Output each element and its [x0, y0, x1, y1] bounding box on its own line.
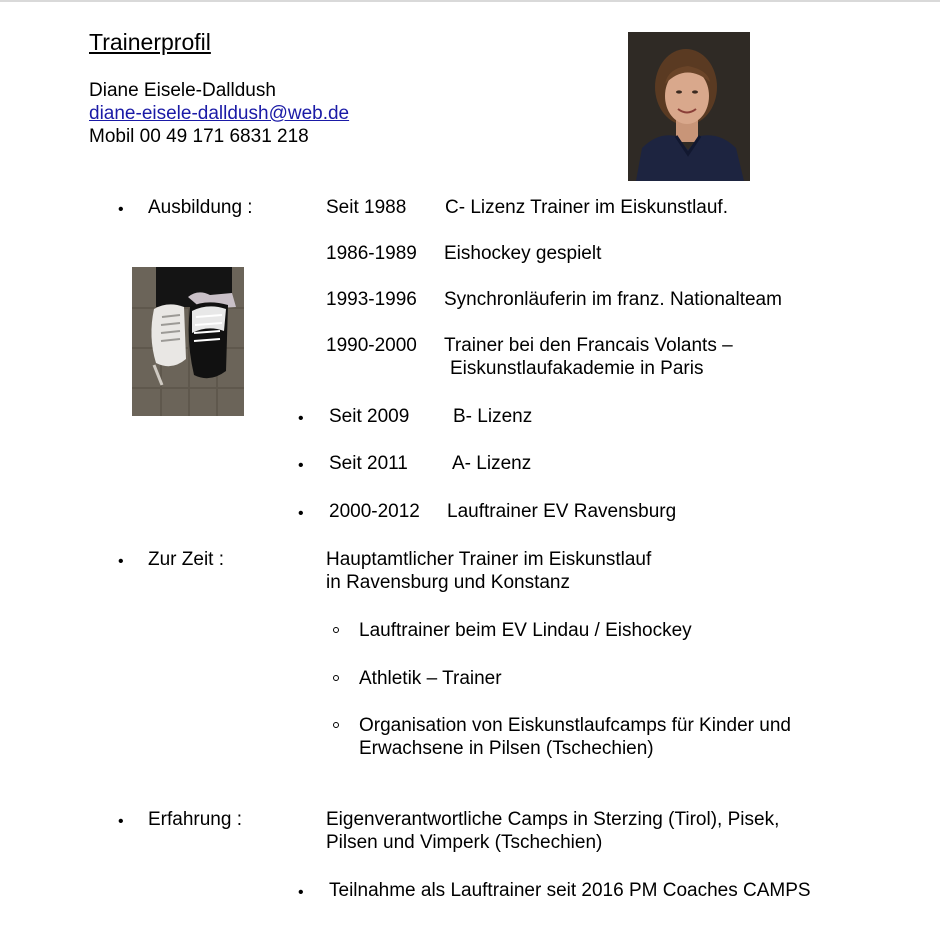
circle-bullet-marker [333, 627, 339, 633]
skates-photo [132, 267, 244, 416]
experience-label: Erfahrung : [148, 809, 242, 830]
bullet-marker: • [298, 457, 304, 474]
trainer-name: Diane Eisele-Dalldush [89, 80, 276, 101]
education-year: Seit 1988 [326, 197, 407, 218]
bullet-marker: • [298, 410, 304, 427]
experience-text: Pilsen und Vimperk (Tschechien) [326, 832, 603, 853]
education-year: 1990-2000 [326, 335, 417, 356]
current-subitem-continued: Erwachsene in Pilsen (Tschechien) [359, 738, 654, 759]
current-subitem: Lauftrainer beim EV Lindau / Eishockey [359, 620, 692, 641]
bullet-marker: • [118, 201, 124, 218]
page-title: Trainerprofil [89, 29, 211, 55]
education-text: C- Lizenz Trainer im Eiskunstlauf. [445, 197, 728, 218]
education-text-continued: Eiskunstlaufakademie in Paris [450, 358, 704, 379]
license-year: Seit 2009 [329, 406, 410, 427]
circle-bullet-marker [333, 722, 339, 728]
education-year: 1986-1989 [326, 243, 417, 264]
license-year: Seit 2011 [329, 453, 408, 474]
license-text: Lauftrainer EV Ravensburg [447, 501, 677, 522]
bullet-marker: • [118, 553, 124, 570]
bullet-marker: • [298, 884, 304, 901]
experience-text: Eigenverantwortliche Camps in Sterzing (Tirol), Pisek, [326, 809, 780, 830]
phone-number: Mobil 00 49 171 6831 218 [89, 126, 309, 147]
license-text: B- Lizenz [453, 406, 533, 427]
current-text: Hauptamtlicher Trainer im Eiskunstlauf [326, 549, 652, 570]
current-subitem: Organisation von Eiskunstlaufcamps für Kinder und [359, 715, 791, 736]
email-link[interactable]: diane-eisele-dalldush@web.de [89, 103, 350, 124]
current-label: Zur Zeit : [148, 549, 225, 570]
experience-bullet: Teilnahme als Lauftrainer seit 2016 PM Coaches CAMPS [329, 880, 811, 901]
education-label: Ausbildung : [148, 197, 253, 218]
license-year: 2000-2012 [329, 501, 420, 522]
education-text: Trainer bei den Francais Volants – [444, 335, 733, 356]
bullet-marker: • [298, 505, 304, 522]
education-year: 1993-1996 [326, 289, 417, 310]
education-text: Synchronläuferin im franz. Nationalteam [444, 289, 782, 310]
circle-bullet-marker [333, 675, 339, 681]
current-text: in Ravensburg und Konstanz [326, 572, 570, 593]
top-rule [0, 0, 940, 2]
license-text: A- Lizenz [452, 453, 532, 474]
current-subitem: Athletik – Trainer [359, 668, 502, 689]
education-text: Eishockey gespielt [444, 243, 602, 264]
bullet-marker: • [118, 813, 124, 830]
portrait-photo [628, 32, 750, 181]
